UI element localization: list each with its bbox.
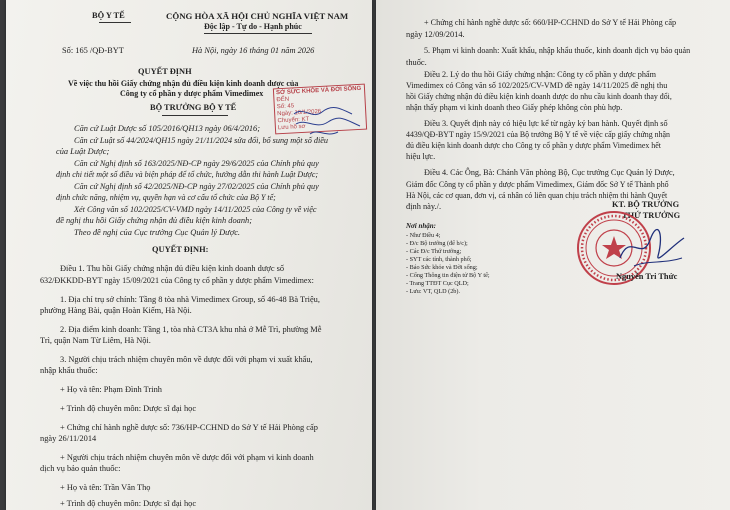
recipients-title: Nơi nhận: <box>406 222 437 230</box>
motto-underline <box>204 33 312 34</box>
article-3-line: Điều 3. Quyết định này có hiệu lực kể từ ngày ký ban hành. Quyết định số <box>424 119 668 128</box>
article-1-line: 1. Địa chỉ trụ sở chính: Tầng 8 tòa nhà Vimedimex Group, số 46-48 Bà Triệu, <box>60 295 320 304</box>
motto: Độc lập - Tự do - Hạnh phúc <box>204 22 302 31</box>
document-number: Số: 165 /QĐ-BYT <box>62 46 124 55</box>
article-1-line: Trì, quận Nam Từ Liêm, Hà Nội. <box>40 336 151 345</box>
article-1-line: phường Hàng Bài, quận Hoàn Kiếm, Hà Nội. <box>40 306 192 315</box>
stamp-row: ĐẾN <box>276 96 290 104</box>
article-4-line: Giám đốc Công ty cổ phần y dược phẩm Vimedimex, Giám đốc Sở Y tế Thành phố <box>406 180 669 189</box>
basis-line: Căn cứ Luật Dược số 105/2016/QH13 ngày 06/4/2016; <box>74 124 260 133</box>
signature-icon <box>612 222 692 274</box>
basis-line: định chức năng, nhiệm vụ, quyền hạn và cơ cấu tổ chức của Bộ Y tế; <box>56 193 276 202</box>
recipient-item: - Như Điều 4; <box>406 232 441 239</box>
subject-line-2: Công ty cổ phần y dược phẩm Vimedimex <box>120 89 264 98</box>
stamp-row: Số: 45 <box>276 103 295 111</box>
country-name: CỘNG HÒA XÃ HỘI CHỦ NGHĨA VIỆT NAM <box>166 11 349 21</box>
article-2-line: nhận thấy phạm vi kinh doanh theo Giấy phép không còn phù hợp. <box>406 103 623 112</box>
recipient-item: - Các Đ/c Thứ trưởng; <box>406 248 462 255</box>
document-page-2 <box>376 0 730 510</box>
subject-line-1: Về việc thu hồi Giấy chứng nhận đủ điều kiện kinh doanh dược của <box>68 79 299 88</box>
article-1-line: dịch vụ bảo quản thuốc: <box>40 464 121 473</box>
basis-line: đề nghị thu hồi Giấy chứng nhận đủ điều kiện kinh doanh; <box>56 216 252 225</box>
article-2-line: Vimedimex có Công văn số 102/2025/CV-VMD đề ngày 14/11/2025 đề nghị thu <box>406 81 668 90</box>
continuation-line: thuốc. <box>406 58 427 67</box>
decides-heading: QUYẾT ĐỊNH: <box>152 245 209 254</box>
article-1-line: + Họ và tên: Phạm Đình Trinh <box>60 385 162 394</box>
sign-role: THỨ TRƯỞNG <box>622 211 681 220</box>
agency-name: BỘ Y TẾ <box>92 11 125 20</box>
recipient-item: - Trang TTĐT Cục QLD; <box>406 280 469 287</box>
basis-line: Xét Công văn số 102/2025/CV-VMD ngày 14/11/2025 của Công ty về việc <box>74 205 317 214</box>
article-1-line: + Trình độ chuyên môn: Dược sĩ đại học <box>60 499 197 508</box>
article-4-line: Hà Nội, các cơ quan, đơn vị, cá nhân có liên quan chịu trách nhiệm thi hành Quyết <box>406 191 668 200</box>
basis-line: của Luật Dược; <box>56 147 110 156</box>
article-4-line: định này./. <box>406 202 442 211</box>
agency-underline <box>99 22 131 23</box>
basis-line: Căn cứ Nghị định số 42/2025/NĐ-CP ngày 27/02/2025 của Chính phủ quy <box>74 182 319 191</box>
signer-name: Nguyễn Tri Thức <box>616 272 678 281</box>
recipient-item: - SYT các tỉnh, thành phố; <box>406 256 472 263</box>
recipient-item: - Báo Sức khỏe và Đời sống; <box>406 264 478 271</box>
article-1-line: + Chứng chỉ hành nghề dược số: 736/HP-CCHND do Sở Y tế Hải Phòng cấp <box>60 423 318 432</box>
article-1-line: + Trình độ chuyên môn: Dược sĩ đại học <box>60 404 197 413</box>
recipient-item: - Đ/c Bộ trưởng (để b/c); <box>406 240 468 247</box>
article-1-line: Điều 1. Thu hồi Giấy chứng nhận đủ điều kiện kinh doanh dược số <box>60 264 285 273</box>
article-3-line: hiệu lực. <box>406 152 436 161</box>
sign-on-behalf: KT. BỘ TRƯỞNG <box>612 200 680 209</box>
article-1-line: + Người chịu trách nhiệm chuyên môn về dược đối với phạm vi kinh doanh <box>60 453 314 462</box>
basis-line: Căn cứ Luật số 44/2024/QH15 ngày 21/11/2024 sửa đổi, bổ sung một số điều <box>74 136 328 145</box>
basis-line: Căn cứ Nghị định số 163/2025/NĐ-CP ngày 29/6/2025 của Chính phủ quy <box>74 159 319 168</box>
continuation-line: 5. Phạm vi kinh doanh: Xuất khẩu, nhập khẩu thuốc, kinh doanh dịch vụ bảo quản <box>424 46 691 55</box>
continuation-line: ngày 12/09/2014. <box>406 30 465 39</box>
article-1-line: 2. Địa điểm kinh doanh: Tầng 1, tòa nhà CT3A khu nhà ở Mễ Trì, phường Mễ <box>60 325 322 334</box>
handwriting-icon <box>290 104 364 140</box>
issuer-title: BỘ TRƯỞNG BỘ Y TẾ <box>150 103 237 112</box>
recipient-item: - Lưu: VT, QLD (2b). <box>406 288 460 295</box>
article-1-line: ngày 26/11/2014 <box>40 434 97 443</box>
article-4-line: Điều 4. Các Ông, Bà: Chánh Văn phòng Bộ, Cục trưởng Cục Quản lý Dược, <box>424 168 675 177</box>
issuer-underline <box>162 115 228 116</box>
article-2-line: hồi Giấy chứng nhận đủ điều kiện kinh doanh dược do nhu cầu kinh doanh thay đổi, <box>406 92 672 101</box>
article-3-line: 4439/QĐ-BYT ngày 15/9/2021 của Bộ trưởng Bộ Y tế về việc cấp giấy chứng nhận <box>406 130 671 139</box>
article-2-line: Điều 2. Lý do thu hồi Giấy chứng nhận: Công ty cổ phần y dược phẩm <box>424 70 656 79</box>
place-date: Hà Nội, ngày 16 tháng 01 năm 2026 <box>192 46 315 55</box>
document-title: QUYẾT ĐỊNH <box>138 67 192 76</box>
basis-line: Theo đề nghị của Cục trưởng Cục Quản lý Dược. <box>74 228 241 237</box>
article-1-line: 3. Người chịu trách nhiệm chuyên môn về dược đối với phạm vi xuất khẩu, <box>60 355 313 364</box>
basis-line: định chi tiết một số điều và biện pháp để tổ chức, hướng dẫn thi hành Luật Dược; <box>56 170 319 179</box>
article-1-line: + Họ và tên: Trần Văn Thọ <box>60 483 151 492</box>
article-1-line: nhập khẩu thuốc: <box>40 366 98 375</box>
stamp-row: Chuyển: KT <box>277 116 310 125</box>
recipient-item: - Cổng Thông tin điện tử Bộ Y tế; <box>406 272 490 279</box>
article-3-line: đủ điều kiện kinh doanh dược cho Công ty cổ phần y dược phẩm Vimedimex hết <box>406 141 661 150</box>
stamp-row: Lưu hồ sơ <box>277 123 306 132</box>
article-1-line: 632/ĐKKDD-BYT ngày 15/09/2021 của Công ty cổ phần y dược phẩm Vimedimex: <box>40 276 314 285</box>
stamp-header: SỞ SỨC KHỎE VÀ ĐỜI SỐNG <box>275 85 362 97</box>
continuation-line: + Chứng chỉ hành nghề dược số: 660/HP-CCHND do Sở Y tế Hải Phòng cấp <box>424 18 677 27</box>
document-page-1 <box>6 0 372 510</box>
stamp-row: Ngày: 16/1/2026 <box>277 108 322 118</box>
